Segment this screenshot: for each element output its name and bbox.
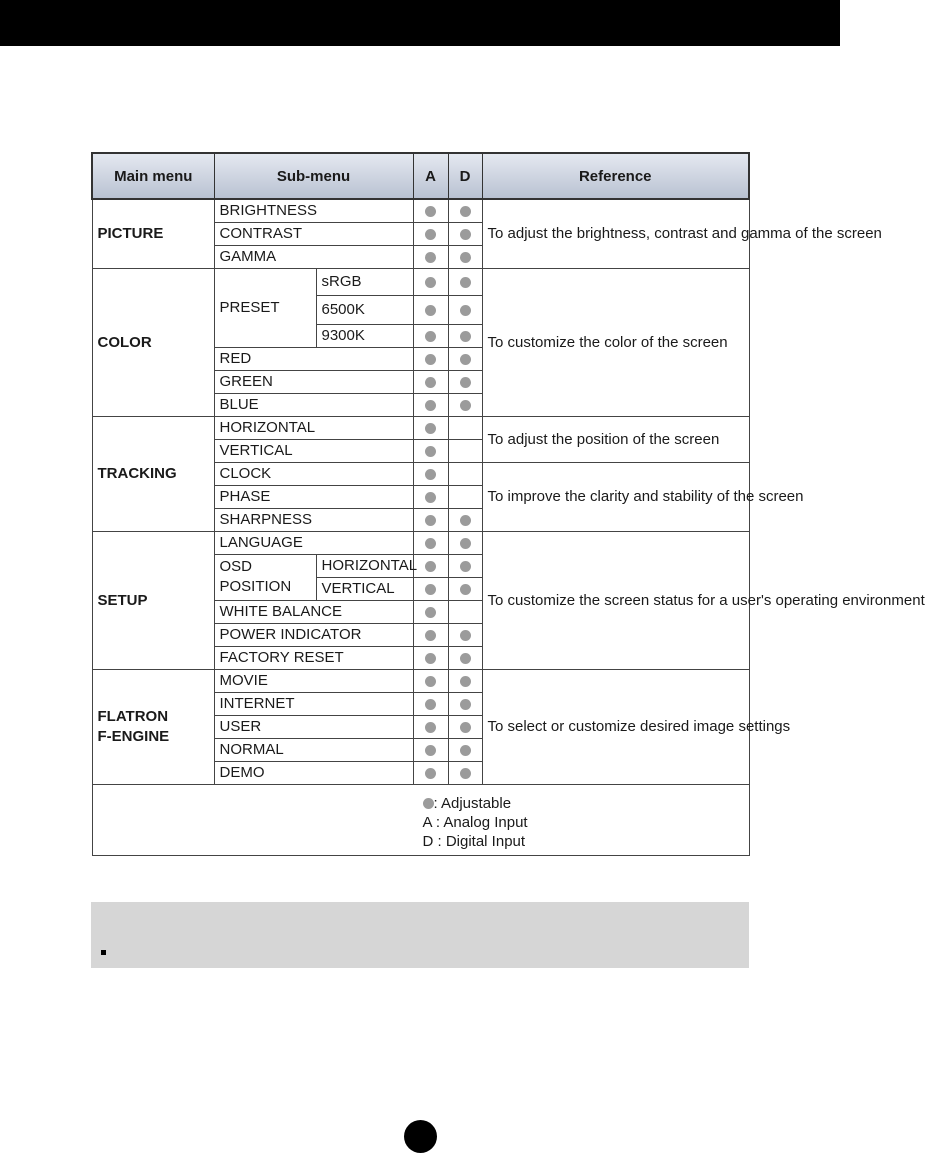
adjustable-dot-icon	[460, 400, 471, 411]
adjustable-dot-icon	[460, 722, 471, 733]
table-row	[92, 531, 749, 554]
submenu-osd-position	[214, 554, 316, 600]
adjustable-dot-icon	[425, 400, 436, 411]
preset-6500k: 6500K	[316, 295, 413, 324]
digital-column-header: D	[448, 153, 482, 199]
legend-adjustable: : Adjustable	[433, 794, 512, 812]
adjustable-dot-icon	[460, 331, 471, 342]
adjustable-dot-icon	[460, 768, 471, 779]
adjustable-dot-icon	[425, 277, 436, 288]
adjustable-dot-icon	[425, 354, 436, 365]
adjustable-dot-icon	[460, 584, 471, 595]
submenu-user: USER	[214, 715, 413, 738]
adjustable-dot-icon	[460, 252, 471, 263]
submenu-contrast: CONTRAST	[214, 222, 413, 245]
adjustable-dot-icon	[425, 446, 436, 457]
adjustable-dot-icon	[425, 305, 436, 316]
adjustable-dot-icon	[425, 653, 436, 664]
submenu-red: RED	[214, 347, 413, 370]
main-menu-header: Main menu	[92, 153, 214, 199]
submenu-sharpness: SHARPNESS	[214, 508, 413, 531]
adjustable-dot-icon	[425, 206, 436, 217]
submenu-demo: DEMO	[214, 761, 413, 784]
reference-header: Reference	[482, 153, 749, 199]
osd-vertical: VERTICAL	[316, 577, 413, 600]
setup-menu-label: SETUP	[92, 531, 214, 669]
flatron-title-line1: FLATRON	[97, 707, 169, 725]
table-row	[92, 268, 749, 295]
table-row	[92, 199, 749, 222]
adjustable-dot-icon	[425, 331, 436, 342]
submenu-language: LANGUAGE	[214, 531, 413, 554]
adjustable-dot-icon	[425, 699, 436, 710]
osd-menu-table	[91, 152, 925, 856]
submenu-white-balance: WHITE BALANCE	[214, 600, 413, 623]
submenu-brightness: BRIGHTNESS	[214, 199, 413, 222]
legend	[423, 794, 528, 851]
setup-reference: To customize the screen status for a user's operating environment	[482, 531, 749, 669]
adjustable-dot-icon	[460, 676, 471, 687]
tracking-menu-label: TRACKING	[92, 416, 214, 531]
submenu-internet: INTERNET	[214, 692, 413, 715]
preset-9300k: 9300K	[316, 324, 413, 347]
sub-menu-header: Sub-menu	[214, 153, 413, 199]
bullet-icon	[101, 950, 106, 955]
adjustable-dot-icon	[425, 515, 436, 526]
adjustable-dot-icon	[460, 515, 471, 526]
legend-analog: A : Analog Input	[422, 813, 528, 831]
adjustable-dot-icon	[460, 277, 471, 288]
adjustable-dot-icon	[423, 798, 434, 809]
adjustable-dot-icon	[425, 377, 436, 388]
osd-label: OSD	[219, 558, 253, 575]
submenu-horizontal: HORIZONTAL	[214, 416, 413, 439]
table-row	[92, 416, 749, 439]
submenu-green: GREEN	[214, 370, 413, 393]
submenu-vertical: VERTICAL	[214, 439, 413, 462]
submenu-clock: CLOCK	[214, 462, 413, 485]
tracking-position-reference: To adjust the position of the screen	[482, 416, 749, 462]
color-menu-label: COLOR	[92, 268, 214, 416]
legend-digital: D : Digital Input	[422, 832, 526, 850]
adjustable-dot-icon	[425, 630, 436, 641]
submenu-normal: NORMAL	[214, 738, 413, 761]
adjustable-dot-icon	[460, 305, 471, 316]
flatron-title-line2: F-ENGINE	[97, 727, 170, 745]
note-box	[91, 902, 749, 968]
adjustable-dot-icon	[425, 745, 436, 756]
adjustable-dot-icon	[425, 584, 436, 595]
table-row	[92, 669, 749, 692]
adjustable-dot-icon	[460, 354, 471, 365]
picture-menu-label: PICTURE	[92, 199, 214, 268]
tracking-clarity-reference: To improve the clarity and stability of the screen	[482, 462, 749, 531]
legend-row	[92, 784, 749, 855]
osd-horizontal: HORIZONTAL	[316, 554, 413, 577]
table-header-row	[92, 153, 749, 199]
adjustable-dot-icon	[460, 653, 471, 664]
analog-column-header: A	[413, 153, 448, 199]
position-label: POSITION	[219, 578, 292, 595]
submenu-phase: PHASE	[214, 485, 413, 508]
submenu-blue: BLUE	[214, 393, 413, 416]
flatron-menu-label	[92, 669, 214, 784]
flatron-reference: To select or customize desired image settings	[482, 669, 749, 784]
color-reference: To customize the color of the screen	[482, 268, 749, 416]
submenu-movie: MOVIE	[214, 669, 413, 692]
adjustable-dot-icon	[460, 745, 471, 756]
adjustable-dot-icon	[460, 630, 471, 641]
adjustable-dot-icon	[460, 377, 471, 388]
adjustable-dot-icon	[425, 768, 436, 779]
adjustable-dot-icon	[425, 722, 436, 733]
adjustable-dot-icon	[460, 561, 471, 572]
adjustable-dot-icon	[425, 469, 436, 480]
submenu-preset: PRESET	[214, 268, 316, 347]
submenu-gamma: GAMMA	[214, 245, 413, 268]
adjustable-dot-icon	[425, 607, 436, 618]
adjustable-dot-icon	[425, 492, 436, 503]
adjustable-dot-icon	[425, 538, 436, 549]
adjustable-dot-icon	[425, 252, 436, 263]
submenu-factory-reset: FACTORY RESET	[214, 646, 413, 669]
adjustable-dot-icon	[425, 229, 436, 240]
adjustable-dot-icon	[425, 676, 436, 687]
adjustable-dot-icon	[425, 423, 436, 434]
picture-reference: To adjust the brightness, contrast and gamma of the screen	[482, 199, 749, 268]
adjustable-dot-icon	[460, 699, 471, 710]
top-header-band	[0, 0, 840, 46]
submenu-power-indicator: POWER INDICATOR	[214, 623, 413, 646]
adjustable-dot-icon	[460, 538, 471, 549]
preset-srgb: sRGB	[316, 268, 413, 295]
adjustable-dot-icon	[460, 229, 471, 240]
page-number-badge	[404, 1120, 437, 1153]
adjustable-dot-icon	[460, 206, 471, 217]
adjustable-dot-icon	[425, 561, 436, 572]
